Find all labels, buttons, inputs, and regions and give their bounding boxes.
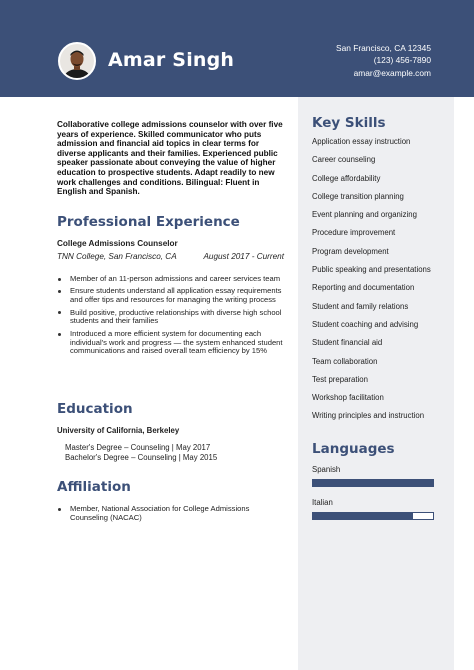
skill-item: Procedure improvement [312,228,396,238]
language-level-fill [313,480,433,486]
affiliation-heading: Affiliation [57,479,131,495]
languages-heading: Languages [312,441,395,457]
language-bar-italian [312,512,434,520]
education-heading: Education [57,401,133,417]
language-name-italian: Italian [312,498,333,507]
language-bar-spanish [312,479,434,487]
experience-bullets [57,275,287,360]
list-item: Member, National Association for College Admissions Counseling (NACAC) [57,505,277,523]
professional-summary: Collaborative college admissions counselor with over five years of experience. Skilled communicator who puts admission and financial aid topics in clear terms for diverse applicants and their families. Experienced public speaker passionate about conveying the value of higher education to prospective students. Adapt readily to new work challenges and conditions. Bilingual: Fluent in English and Spanish. [57,120,283,197]
skill-item: Test preparation [312,374,368,384]
job-organization: TNN College, San Francisco, CA [57,252,177,261]
language-name-spanish: Spanish [312,465,341,474]
resume-header [0,0,474,97]
degree-bachelors: Bachelor's Degree – Counseling | May 2015 [65,453,218,463]
list-item: Build positive, productive relationships with diverse high school students and their families [57,309,287,327]
experience-heading: Professional Experience [57,214,240,230]
contact-location: San Francisco, CA 12345 [336,43,431,53]
candidate-name: Amar Singh [108,49,235,71]
skills-heading: Key Skills [312,115,386,131]
skill-item: Program development [312,246,389,256]
skills-list [312,137,431,430]
contact-email: amar@example.com [353,67,431,78]
contact-phone: (123) 456-7890 [373,55,431,66]
skill-item: Student financial aid [312,338,383,348]
skill-item: Student and family relations [312,301,409,311]
skill-item: College affordability [312,173,381,183]
education-degrees [65,443,217,464]
person-icon [60,44,94,78]
list-item: Member of an 11-person admissions and career services team [57,275,287,284]
skill-item: Application essay instruction [312,137,411,146]
skill-item: Reporting and documentation [312,283,415,293]
job-title: College Admissions Counselor [57,239,178,248]
contact-info [336,42,431,79]
skill-item: Writing principles and instruction [312,411,425,421]
skill-item: Team collaboration [312,356,378,366]
skill-item: Public speaking and presentations [312,265,431,275]
profile-photo [58,42,96,80]
education-school: University of California, Berkeley [57,426,180,435]
list-item: Ensure students understand all application essay requirements and offer tips and resources for managing the writing process [57,287,287,305]
list-item: Introduced a more efficient system for documenting each individual's work and progress — the system enhanced student communications and raised overall team efficiency by 15% [57,330,287,356]
skill-item: Career counseling [312,155,376,165]
affiliation-list [57,505,277,526]
skill-item: Event planning and organizing [312,210,417,220]
language-level-fill [313,513,413,519]
degree-masters: Master's Degree – Counseling | May 2017 [65,443,211,452]
job-dates: August 2017 - Current [203,252,284,261]
skill-item: College transition planning [312,191,404,201]
skill-item: Workshop facilitation [312,393,384,403]
skill-item: Student coaching and advising [312,319,419,329]
